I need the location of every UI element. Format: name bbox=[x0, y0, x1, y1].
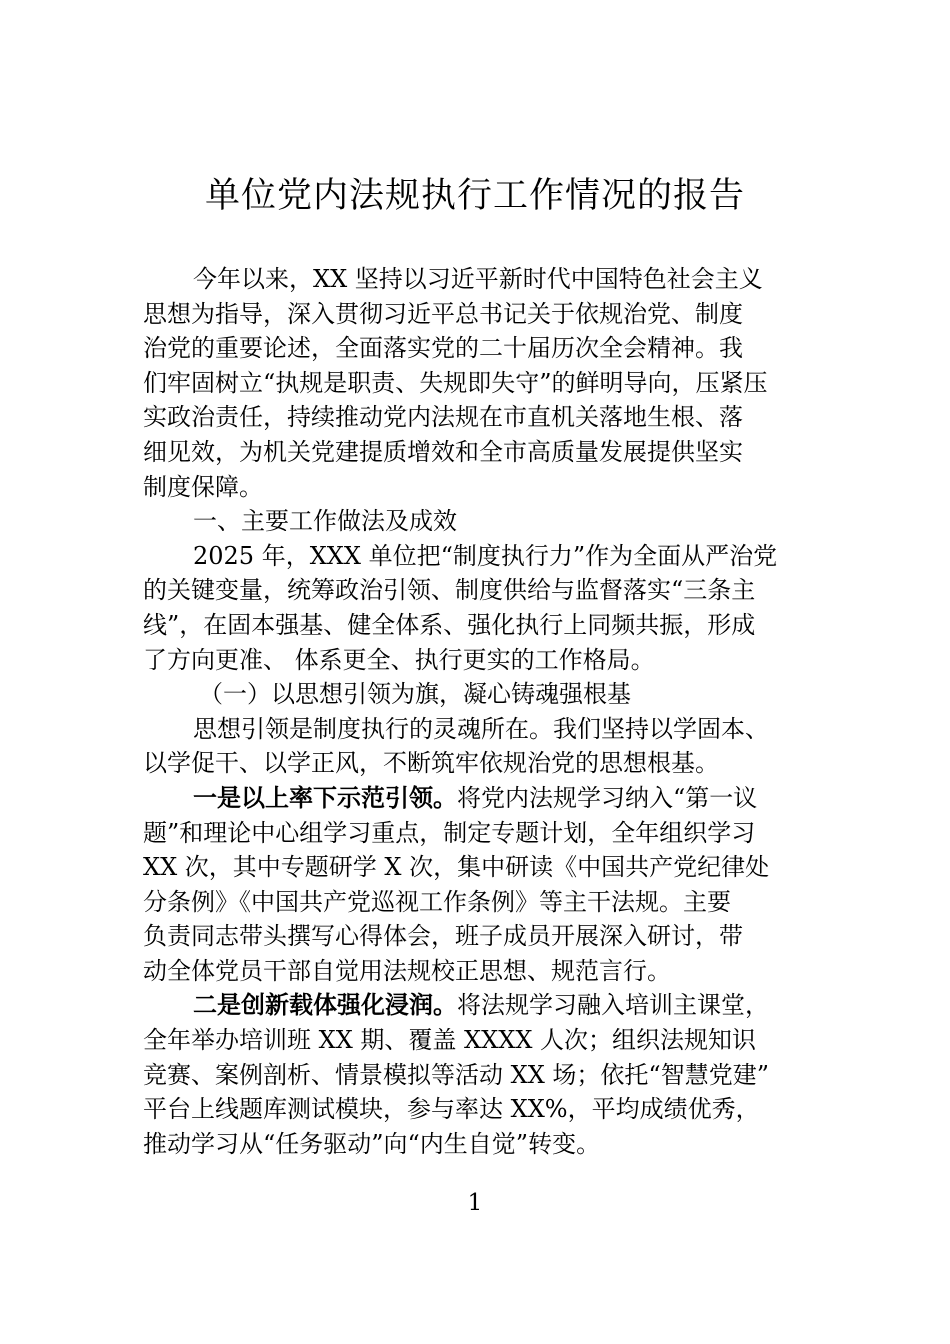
paragraph-line: 线”，在固本强基、健全体系、强化执行上同频共振，形成 bbox=[143, 610, 756, 639]
paragraph-line: 的关键变量，统筹政治引领、制度供给与监督落实“三条主 bbox=[143, 576, 756, 605]
paragraph-line: 题”和理论中心组学习重点，制定专题计划，全年组织学习 bbox=[143, 818, 756, 847]
bold-lead-text: 二是创新载体强化浸润。 bbox=[193, 990, 457, 1020]
paragraph-line: 们牢固树立“执规是职责、失规即失守”的鲜明导向，压紧压 bbox=[143, 368, 768, 397]
subsection-heading: （一）以思想引领为旗，凝心铸魂强根基 bbox=[199, 680, 631, 709]
paragraph-line bbox=[143, 781, 833, 816]
paragraph-line: 平台上线题库测试模块，参与率达 XX%，平均成绩优秀， bbox=[143, 1095, 760, 1124]
paragraph-line: 竞赛、案例剖析、情景模拟等活动 XX 场；依托“智慧党建” bbox=[143, 1060, 769, 1089]
document-title: 单位党内法规执行工作情况的报告 bbox=[204, 176, 745, 216]
paragraph-line: 思想引领是制度执行的灵魂所在。我们坚持以学固本、 bbox=[193, 714, 769, 743]
paragraph-line: 以学促干、以学正风，不断筑牢依规治党的思想根基。 bbox=[143, 749, 719, 778]
paragraph-line: XX 次，其中专题研学 X 次，集中研读《中国共产党纪律处 bbox=[143, 853, 770, 882]
bold-lead-text: 一是以上率下示范引领。 bbox=[193, 782, 457, 812]
paragraph-line bbox=[143, 988, 833, 1023]
paragraph-line: 思想为指导，深入贯彻习近平总书记关于依规治党、制度 bbox=[143, 299, 743, 328]
document-body bbox=[143, 262, 833, 1161]
paragraph-text: 将党内法规学习纳入“第一议 bbox=[457, 783, 758, 812]
section-heading: 一、主要工作做法及成效 bbox=[193, 507, 457, 536]
paragraph-line: 分条例》《中国共产党巡视工作条例》等主干法规。主要 bbox=[143, 887, 731, 916]
paragraph-line: 今年以来，XX 坚持以习近平新时代中国特色社会主义 bbox=[193, 265, 763, 293]
paragraph-line: 细见效，为机关党建提质增效和全市高质量发展提供坚实 bbox=[143, 437, 743, 466]
paragraph-text: 将法规学习融入培训主课堂， bbox=[457, 991, 769, 1020]
paragraph-line: 推动学习从“任务驱动”向“内生自觉”转变。 bbox=[143, 1129, 601, 1158]
paragraph-line: 全年举办培训班 XX 期、覆盖 XXXX 人次；组织法规知识 bbox=[143, 1026, 757, 1055]
paragraph-line: 2025 年，XXX 单位把“制度执行力”作为全面从严治党 bbox=[193, 541, 778, 570]
paragraph-line: 了方向更准、 体系更全、执行更实的工作格局。 bbox=[143, 645, 655, 674]
paragraph-line: 负责同志带头撰写心得体会，班子成员开展深入研讨，带 bbox=[143, 922, 743, 951]
paragraph-line: 实政治责任，持续推动党内法规在市直机关落地生根、落 bbox=[143, 403, 743, 432]
paragraph-line: 治党的重要论述，全面落实党的二十届历次全会精神。我 bbox=[143, 334, 743, 363]
paragraph-line: 动全体党员干部自觉用法规校正思想、规范言行。 bbox=[143, 956, 671, 985]
page-number: 1 bbox=[467, 1190, 483, 1216]
paragraph-line: 制度保障。 bbox=[143, 472, 263, 501]
